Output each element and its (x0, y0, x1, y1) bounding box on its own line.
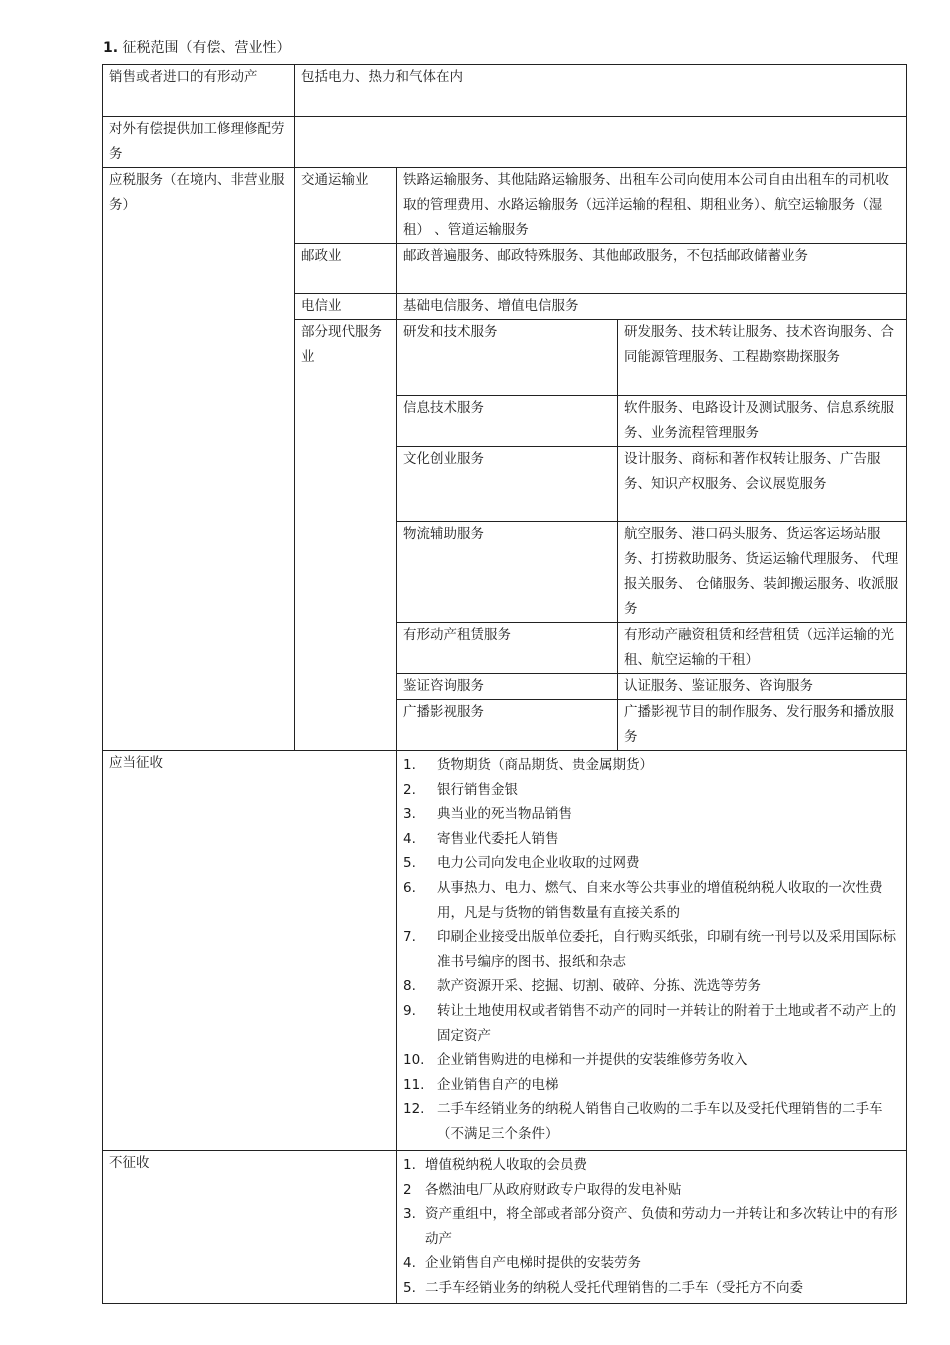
sub-desc: 设计服务、商标和著作权转让服务、广告服务、知识产权服务、会议展览服务 (618, 447, 907, 522)
row-label: 应当征收 (103, 751, 397, 1151)
row-label: 销售或者进口的有形动产 (103, 65, 295, 117)
list-item-text: 增值税纳税人收取的会员费 (425, 1157, 587, 1173)
category-label: 交通运输业 (295, 168, 397, 244)
row-desc (295, 117, 907, 168)
list-item-text: 款产资源开采、挖掘、切割、破碎、分拣、洗选等劳务 (437, 978, 761, 995)
list-item-text: 典当业的死当物品销售 (437, 806, 572, 823)
list-item (403, 1276, 900, 1301)
list-item (403, 778, 900, 803)
list-item (403, 753, 900, 778)
row-label: 对外有偿提供加工修理修配劳务 (103, 117, 295, 168)
list-item (403, 851, 900, 876)
list-item-text: 电力公司向发电企业收取的过网费 (437, 855, 640, 872)
sub-name: 广播影视服务 (397, 700, 618, 751)
list-item-number: 6. (403, 879, 416, 896)
list-item-number: 1. (403, 757, 416, 773)
list-item-number: 11. (403, 1076, 425, 1093)
sub-name: 研发和技术服务 (397, 320, 618, 396)
list-item-text: 货物期货（商品期货、贵金属期货） (437, 757, 653, 773)
list-item-number: 4. (403, 1255, 416, 1272)
table-row (103, 117, 907, 168)
list-item (403, 1178, 900, 1203)
list-item-number: 2 (403, 1181, 412, 1198)
sub-desc: 认证服务、鉴证服务、咨询服务 (618, 674, 907, 700)
category-label: 部分现代服务业 (295, 320, 397, 751)
list-item (403, 925, 900, 974)
list-item (403, 827, 900, 852)
table-row (103, 1151, 907, 1304)
list-item-text: 寄售业代委托人销售 (437, 830, 559, 847)
list-item-number: 12. (403, 1101, 425, 1118)
list-item-text: 企业销售自产的电梯 (437, 1076, 559, 1093)
sub-desc: 广播影视节目的制作服务、发行服务和播放服务 (618, 700, 907, 751)
table-row (103, 751, 907, 1151)
list-item-number: 8. (403, 978, 416, 995)
list-item-text: 二手车经销业务的纳税人销售自己收购的二手车以及受托代理销售的二手车（不满足三个条件） (437, 1101, 883, 1142)
category-label: 邮政业 (295, 244, 397, 294)
list-item (403, 974, 900, 999)
list-item-number: 5. (403, 1279, 416, 1296)
list-item-number: 1. (403, 1157, 416, 1173)
sub-name: 文化创业服务 (397, 447, 618, 522)
list-item (403, 999, 900, 1048)
list-item-text: 二手车经销业务的纳税人受托代理销售的二手车（受托方不向委 (425, 1279, 803, 1296)
section-title-text: 征税范围（有偿、营业性） (122, 40, 291, 56)
section-title (103, 38, 291, 58)
list-item (403, 876, 900, 925)
list-item (403, 1073, 900, 1098)
list-item-text: 从事热力、电力、燃气、自来水等公共事业的增值税纳税人收取的一次性费用，凡是与货物的销售数量有直接关系的 (437, 879, 883, 921)
list-item-text: 各燃油电厂从政府财政专户取得的发电补贴 (425, 1181, 682, 1198)
no-levy-cell (397, 1151, 907, 1304)
should-levy-cell (397, 751, 907, 1151)
no-levy-list (403, 1153, 900, 1301)
sub-name: 有形动产租赁服务 (397, 623, 618, 674)
should-levy-list (403, 753, 900, 1147)
list-item-number: 2. (403, 781, 416, 798)
category-desc: 基础电信服务、增值电信服务 (397, 294, 907, 320)
tax-scope-table (102, 64, 907, 1304)
sub-name: 鉴证咨询服务 (397, 674, 618, 700)
sub-desc: 软件服务、电路设计及测试服务、信息系统服务、业务流程管理服务 (618, 396, 907, 447)
list-item (403, 802, 900, 827)
sub-name: 信息技术服务 (397, 396, 618, 447)
sub-desc: 航空服务、港口码头服务、货运客运场站服务、打捞救助服务、货运运输代理服务、 代理报关服务、 仓储服务、装卸搬运服务、收派服务 (618, 522, 907, 623)
list-item-text: 转让土地使用权或者销售不动产的同时一并转让的附着于土地或者不动产上的固定资产 (437, 1002, 896, 1044)
list-item-text: 银行销售金银 (437, 781, 518, 798)
list-item-number: 4. (403, 830, 416, 847)
category-desc: 铁路运输服务、其他陆路运输服务、出租车公司向使用本公司自由出租车的司机收取的管理费用、水路运输服务（远洋运输的程租、期租业务）、航空运输服务（湿租） 、管道运输服务 (397, 168, 907, 244)
list-item-text: 印刷企业接受出版单位委托，自行购买纸张，印刷有统一刊号以及采用国际标准书号编序的图书、报纸和杂志 (437, 929, 896, 970)
sub-desc: 有形动产融资租赁和经营租赁（远洋运输的光租、航空运输的干租） (618, 623, 907, 674)
row-label: 应税服务（在境内、非营业服务） (103, 168, 295, 751)
table-row (103, 65, 907, 117)
category-label: 电信业 (295, 294, 397, 320)
list-item-text: 企业销售自产电梯时提供的安装劳务 (425, 1255, 641, 1272)
list-item-number: 7. (403, 929, 416, 946)
list-item-number: 3. (403, 806, 416, 823)
list-item-number: 5. (403, 855, 416, 872)
row-label: 不征收 (103, 1151, 397, 1304)
sub-name: 物流辅助服务 (397, 522, 618, 623)
list-item-number: 9. (403, 1002, 416, 1019)
table-row (103, 168, 907, 244)
sub-desc: 研发服务、技术转让服务、技术咨询服务、合同能源管理服务、工程勘察勘探服务 (618, 320, 907, 396)
list-item (403, 1202, 900, 1251)
list-item (403, 1097, 900, 1146)
list-item (403, 1251, 900, 1276)
category-desc: 邮政普遍服务、邮政特殊服务、其他邮政服务，不包括邮政储蓄业务 (397, 244, 907, 294)
list-item (403, 1153, 900, 1178)
section-number: 1. (103, 40, 119, 56)
list-item-text: 企业销售购进的电梯和一并提供的安装维修劳务收入 (437, 1052, 748, 1069)
list-item-text: 资产重组中，将全部或者部分资产、负债和劳动力一并转让和多次转让中的有形动产 (425, 1206, 898, 1247)
list-item-number: 10. (403, 1052, 425, 1069)
list-item (403, 1048, 900, 1073)
list-item-number: 3. (403, 1206, 416, 1223)
row-desc: 包括电力、热力和气体在内 (295, 65, 907, 117)
